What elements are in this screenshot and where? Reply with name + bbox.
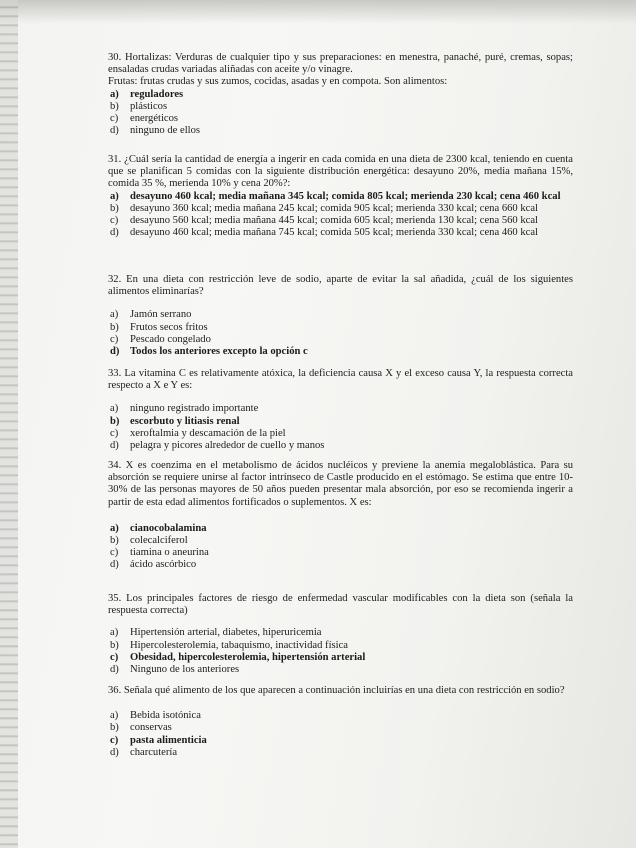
- option: c) tiamina o aneurina: [110, 547, 209, 559]
- question-36-text: 36. Señala qué alimento de los que aparecen a continuación incluirías en una dieta con restricción en sodio?: [108, 685, 565, 696]
- question-36: [108, 685, 573, 759]
- option: a) Bebida isotónica: [110, 710, 201, 722]
- option: d) charcutería: [110, 746, 178, 758]
- question-32-text: 32. En una dieta con restricción leve de sodio, aparte de evitar la sal añadida, ¿cuál de los siguientes alimentos eliminarías?: [108, 274, 573, 298]
- option: b) plásticos: [110, 100, 168, 112]
- option: d) ácido ascórbico: [110, 559, 197, 571]
- option: c) Obesidad, hipercolesterolemia, hipertensión arterial: [110, 651, 366, 663]
- option: b) desayuno 360 kcal; media mañana 245 kcal; comida 905 kcal; merienda 330 kcal; cena 660 kcal: [110, 202, 539, 214]
- binder-edge: [0, 0, 18, 848]
- page-shadow: [0, 0, 636, 24]
- option: c) pasta alimenticia: [110, 734, 207, 746]
- question-34-text: 34. X es coenzima en el metabolismo de ácidos nucléicos y previene la anemia megaloblástica. Para su absorción se requiere unirse al factor intrínseco de Castle producido en el estómago. Se estima que entre 10-30% de las personas mayores de 50 años pueden presentar mala absorción, por eso se recomienda ingerir a partir de esta edad alimentos fortificados o suplementos. X es:: [108, 460, 573, 508]
- option: b) Hipercolesterolemia, tabaquismo, inactividad física: [110, 639, 348, 651]
- option: b) conservas: [110, 722, 172, 734]
- option: a) ninguno registrado importante: [110, 403, 259, 415]
- question-33-text: 33. La vitamina C es relativamente atóxica, la deficiencia causa X y el exceso causa Y, la respuesta correcta respecto a X e Y es:: [108, 368, 573, 392]
- option: a) reguladores: [110, 88, 184, 100]
- question-31-options: [108, 191, 573, 240]
- question-35-text: 35. Los principales factores de riesgo de enfermedad vascular modificables con la dieta son (señala la respuesta correcta): [108, 593, 573, 617]
- option: c) desayuno 560 kcal; media mañana 445 kcal; comida 605 kcal; merienda 130 kcal; cena 560 kcal: [110, 215, 539, 227]
- question-30-text-2: Frutas: frutas crudas y sus zumos, cocidas, asadas y en compota. Son alimentos:: [108, 76, 448, 88]
- question-35-options: [108, 627, 573, 676]
- question-34-options: [108, 523, 573, 572]
- option: d) Ninguno de los anteriores: [110, 664, 240, 676]
- question-30-text-1: 30. Hortalizas: Verduras de cualquier tipo y sus preparaciones: en menestra, panaché, puré, cremas, sopas; ensaladas crudas variadas aliñadas con aceite y/o vinagre.: [108, 52, 573, 76]
- option: b) colecalciferol: [110, 535, 188, 547]
- question-32: [108, 274, 573, 358]
- question-34: [108, 460, 573, 572]
- option: d) ninguno de ellos: [110, 125, 201, 137]
- option: a) Hipertensión arterial, diabetes, hiperuricemia: [110, 627, 322, 639]
- question-31: [108, 154, 573, 239]
- question-33-options: [108, 403, 573, 452]
- option: d) pelagra y picores alrededor de cuello y manos: [110, 440, 325, 452]
- question-31-text: 31. ¿Cuál sería la cantidad de energía a ingerir en cada comida en una dieta de 2300 kcal, teniendo en cuenta que se planifican 5 comidas con la siguiente distribución energética: desayuno 20%, media mañana 15%, comida 35 %, merienda 10% y cena 20%?:: [108, 154, 573, 190]
- option: d) desayuno 460 kcal; media mañana 745 kcal; comida 505 kcal; merienda 330 kcal; cena 460 kcal: [110, 227, 539, 239]
- option: a) cianocobalamina: [110, 522, 207, 534]
- question-30-options: [108, 89, 573, 138]
- option: a) Jamón serrano: [110, 309, 192, 321]
- option: a) desayuno 460 kcal; media mañana 345 kcal; comida 805 kcal; merienda 230 kcal; cena 460 kcal: [110, 190, 561, 202]
- option: b) escorbuto y litiasis renal: [110, 415, 240, 427]
- option: d) Todos los anteriores excepto la opción c: [110, 346, 308, 358]
- option: c) Pescado congelado: [110, 333, 211, 345]
- question-35: [108, 593, 573, 676]
- question-36-options: [108, 710, 573, 759]
- question-30: [108, 52, 573, 137]
- option: c) energéticos: [110, 113, 179, 125]
- option: c) xeroftalmia y descamación de la piel: [110, 427, 286, 439]
- option: b) Frutos secos fritos: [110, 321, 208, 333]
- question-33: [108, 368, 573, 452]
- question-32-options: [108, 309, 573, 358]
